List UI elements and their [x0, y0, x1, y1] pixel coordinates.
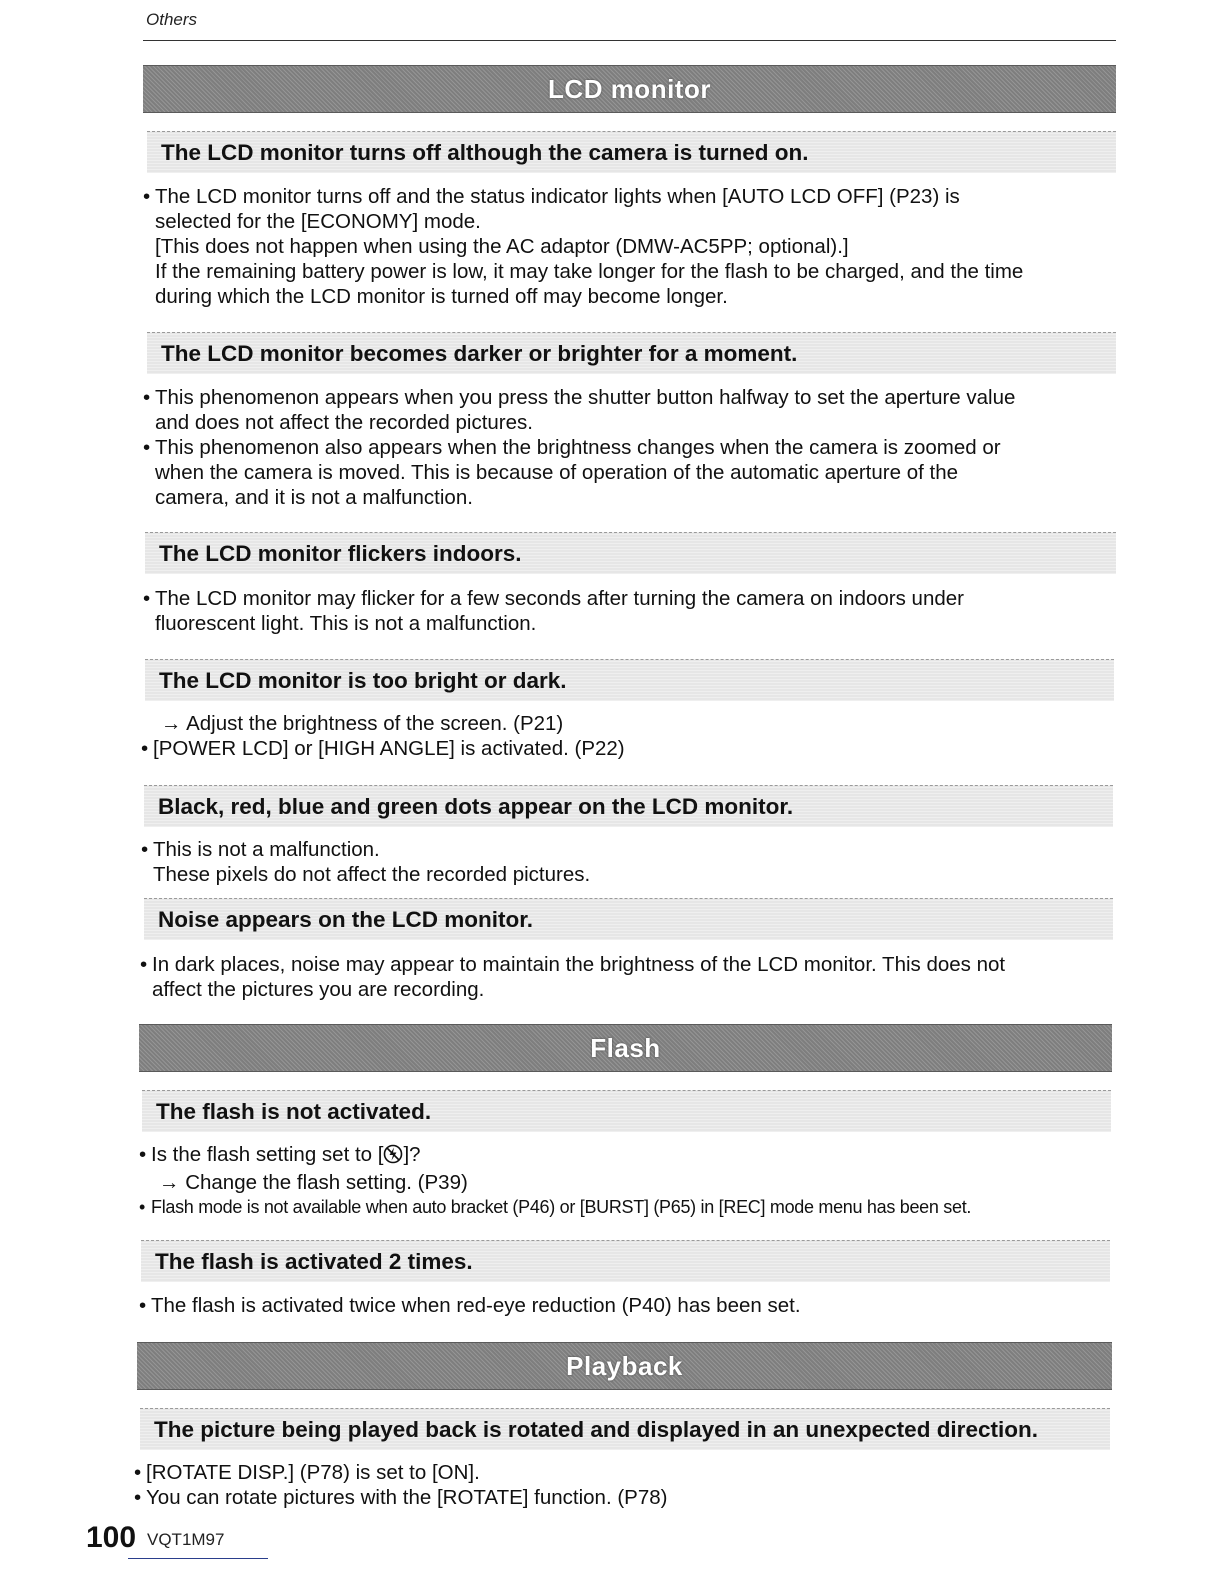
section-title: LCD monitor: [548, 73, 711, 104]
answer-line: • The LCD monitor may flicker for a few seconds after turning the camera on indoors under: [143, 586, 964, 611]
answer-line: • This is not a malfunction.: [141, 837, 590, 862]
answer-line: • You can rotate pictures with the [ROTATE] function. (P78): [134, 1485, 667, 1510]
section-banner-flash: [139, 1024, 1112, 1072]
section-banner-lcd-monitor: [143, 65, 1116, 113]
answer-line: → Adjust the brightness of the screen. (P21): [161, 712, 564, 735]
answer-text: Is the flash setting set to [: [151, 1143, 384, 1166]
question-title: The flash is activated 2 times.: [155, 1248, 473, 1274]
answer-line: • The flash is activated twice when red-eye reduction (P40) has been set.: [139, 1293, 801, 1318]
answer-lcd-turns-off: [143, 184, 1023, 309]
answer-lcd-darker-brighter: [143, 385, 1015, 510]
answer-line: selected for the [ECONOMY] mode.: [155, 210, 481, 233]
answer-text: ]?: [403, 1143, 421, 1166]
answer-line: → Change the flash setting. (P39): [159, 1171, 468, 1194]
question-bar-playback-rotated: [140, 1408, 1110, 1450]
answer-line: • The LCD monitor turns off and the status indicator lights when [AUTO LCD OFF] (P23) is: [143, 184, 1023, 209]
flash-off-icon: [383, 1144, 403, 1170]
answer-line: • [POWER LCD] or [HIGH ANGLE] is activated. (P22): [141, 736, 625, 761]
answer-line: • In dark places, noise may appear to maintain the brightness of the LCD monitor. This does not: [140, 952, 1005, 977]
answer-line: when the camera is moved. This is because of operation of the automatic aperture of the: [155, 461, 958, 484]
answer-lcd-too-bright: [141, 711, 625, 761]
answer-lcd-noise: [140, 952, 1005, 1002]
page-category: Others: [146, 10, 198, 29]
answer-flash-twice: [139, 1293, 801, 1318]
page-number: 100: [86, 1521, 137, 1554]
answer-line: fluorescent light. This is not a malfunction.: [155, 612, 537, 635]
question-title: Black, red, blue and green dots appear on the LCD monitor.: [158, 793, 794, 819]
answer-line: • [ROTATE DISP.] (P78) is set to [ON].: [134, 1460, 667, 1485]
question-bar-lcd-noise: [144, 898, 1113, 940]
answer-line: during which the LCD monitor is turned off may become longer.: [155, 285, 728, 308]
footer-divider: [128, 1558, 268, 1559]
answer-flash-not-activated: [139, 1142, 971, 1220]
answer-line: • Flash mode is not available when auto bracket (P46) or [BURST] (P65) in [REC] mode menu has been set.: [139, 1195, 971, 1220]
question-bar-flash-twice: [141, 1240, 1110, 1282]
answer-line: • This phenomenon appears when you press the shutter button halfway to set the aperture value: [143, 385, 1015, 410]
question-bar-lcd-colored-dots: [144, 785, 1113, 827]
header-divider: [143, 40, 1116, 41]
answer-playback-rotated: [134, 1460, 667, 1510]
document-code: VQT1M97: [147, 1530, 225, 1549]
answer-lcd-colored-dots: [141, 837, 590, 887]
question-bar-lcd-too-bright: [145, 659, 1114, 701]
section-banner-playback: [137, 1342, 1112, 1390]
answer-line: • This phenomenon also appears when the brightness changes when the camera is zoomed or: [143, 435, 1015, 460]
question-bar-flash-not-activated: [142, 1090, 1111, 1132]
answer-lcd-flickers: [143, 586, 964, 636]
question-bar-lcd-turns-off: [147, 131, 1116, 173]
answer-line: If the remaining battery power is low, it may take longer for the flash to be charged, and the time: [155, 260, 1024, 283]
section-title: Flash: [590, 1032, 661, 1063]
answer-line: affect the pictures you are recording.: [152, 978, 485, 1001]
answer-line: These pixels do not affect the recorded pictures.: [153, 863, 591, 886]
question-title: Noise appears on the LCD monitor.: [158, 906, 534, 932]
question-title: The flash is not activated.: [156, 1098, 432, 1124]
section-title: Playback: [566, 1350, 683, 1381]
question-bar-lcd-darker-brighter: [147, 332, 1116, 374]
answer-line: [139, 1142, 971, 1170]
answer-line: camera, and it is not a malfunction.: [155, 486, 473, 509]
question-bar-lcd-flickers: [145, 532, 1116, 574]
question-title: The LCD monitor turns off although the camera is turned on.: [161, 139, 809, 165]
answer-line: and does not affect the recorded pictures.: [155, 411, 533, 434]
question-title: The picture being played back is rotated and displayed in an unexpected direction.: [154, 1416, 1038, 1442]
answer-line: [This does not happen when using the AC adaptor (DMW-AC5PP; optional).]: [155, 235, 849, 258]
question-title: The LCD monitor flickers indoors.: [159, 540, 522, 566]
question-title: The LCD monitor becomes darker or brighter for a moment.: [161, 340, 798, 366]
question-title: The LCD monitor is too bright or dark.: [159, 667, 567, 693]
